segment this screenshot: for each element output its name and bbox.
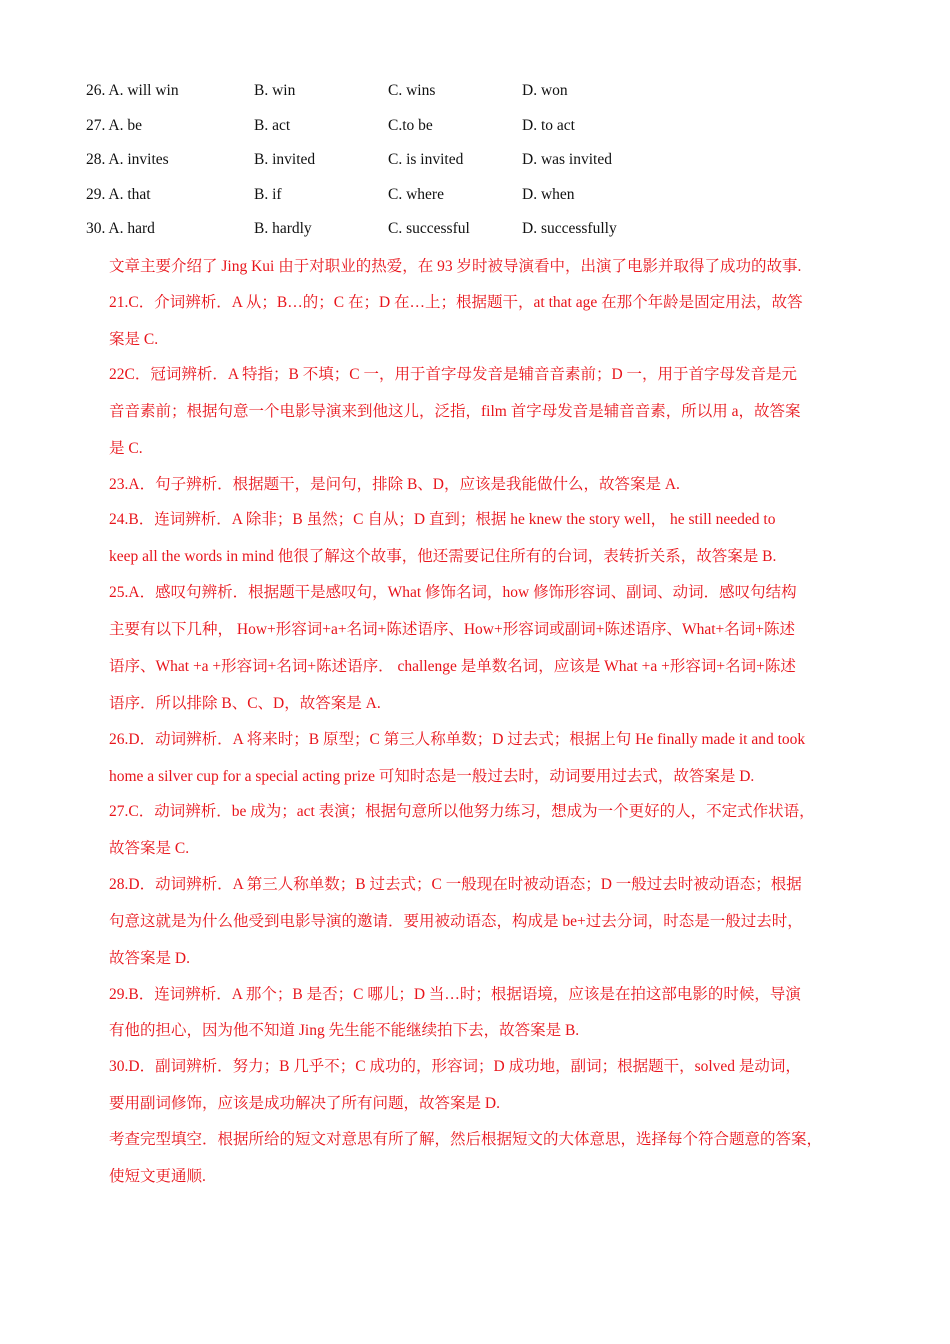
option-d: D. was invited xyxy=(522,151,612,168)
option-d: D. when xyxy=(522,186,575,203)
option-d: D. to act xyxy=(522,117,575,134)
analysis-line: 主要有以下几种， How+形容词+a+名词+陈述语序、How+形容词或副词+陈述语序、What+名词+陈述 xyxy=(109,621,796,638)
analysis-line: home a silver cup for a special acting prize 可知时态是一般过去时，动词要用过去式，故答案是 D. xyxy=(109,768,755,785)
option-c: C.to be xyxy=(388,117,433,134)
analysis-line: keep all the words in mind 他很了解这个故事，他还需要记住所有的台词，表转折关系，故答案是 B. xyxy=(109,548,777,565)
option-b: B. invited xyxy=(254,151,316,168)
analysis-line: 要用副词修饰，应该是成功解决了所有问题，故答案是 D. xyxy=(109,1095,500,1112)
option-a: 30. A. hard xyxy=(86,220,155,237)
analysis-line: 故答案是 D. xyxy=(109,950,190,967)
analysis-line: 27.C．动词辨析．be 成为；act 表演；根据句意所以他努力练习，想成为一个更好的人，不定式作状语， xyxy=(109,803,815,820)
option-d: D. successfully xyxy=(522,220,617,237)
option-c: C. where xyxy=(388,186,444,203)
analysis-line: 是 C. xyxy=(109,440,143,457)
analysis-line: 音音素前；根据句意一个电影导演来到他这儿，泛指，film 首字母发音是辅音音素，所以用 a，故答案 xyxy=(109,403,801,420)
analysis-line: 29.B．连词辨析．A 那个；B 是否；C 哪儿；D 当…时；根据语境，应该是在拍这部电影的时候，导演 xyxy=(109,986,801,1003)
analysis-line: 25.A．感叹句辨析．根据题干是感叹句，What 修饰名词，how 修饰形容词、副词、动词．感叹句结构 xyxy=(109,584,797,601)
option-a: 28. A. invites xyxy=(86,151,169,168)
analysis-line: 案是 C. xyxy=(109,331,159,348)
option-a: 29. A. that xyxy=(86,186,151,203)
analysis-line: 24.B．连词辨析．A 除非；B 虽然；C 自从；D 直到；根据 he knew the story well， he still needed to xyxy=(109,511,776,528)
option-b: B. win xyxy=(254,82,296,99)
analysis-line: 28.D．动词辨析．A 第三人称单数；B 过去式；C 一般现在时被动语态；D 一般过去时被动语态；根据 xyxy=(109,876,802,893)
analysis-line: 30.D．副词辨析．努力；B 几乎不；C 成功的，形容词；D 成功地，副词；根据题干，solved 是动词， xyxy=(109,1058,801,1075)
option-a: 26. A. will win xyxy=(86,82,179,99)
option-a: 27. A. be xyxy=(86,117,142,134)
option-b: B. act xyxy=(254,117,291,134)
analysis-line: 26.D．动词辨析．A 将来时；B 原型；C 第三人称单数；D 过去式；根据上句 He finally made it and took xyxy=(109,731,806,748)
option-c: C. successful xyxy=(388,220,470,237)
summary-line: 文章主要介绍了 Jing Kui 由于对职业的热爱，在 93 岁时被导演看中，出演了电影并取得了成功的故事. xyxy=(109,258,802,275)
analysis-line: 21.C．介词辨析．A 从；B…的；C 在；D 在…上；根据题干，at that age 在那个年龄是固定用法，故答 xyxy=(109,294,803,311)
conclusion-line: 考查完型填空．根据所给的短文对意思有所了解，然后根据短文的大体意思，选择每个符合题意的答案， xyxy=(109,1131,823,1148)
analysis-line: 语序、What +a +形容词+名词+陈述语序． challenge 是单数名词，应该是 What +a +形容词+名词+陈述 xyxy=(109,658,796,675)
analysis-line: 句意这就是为什么他受到电影导演的邀请．要用被动语态，构成是 be+过去分词，时态是一般过去时， xyxy=(109,913,803,930)
option-b: B. hardly xyxy=(254,220,312,237)
option-b: B. if xyxy=(254,186,282,203)
analysis-line: 22C．冠词辨析．A 特指；B 不填；C 一，用于首字母发音是辅音音素前；D 一，用于首字母发音是元 xyxy=(109,366,798,383)
analysis-line: 故答案是 C. xyxy=(109,840,190,857)
option-d: D. won xyxy=(522,82,568,99)
analysis-line: 23.A．句子辨析．根据题干，是问句，排除 B、D，应该是我能做什么，故答案是 A. xyxy=(109,476,680,493)
conclusion-line: 使短文更通顺. xyxy=(109,1168,206,1185)
option-c: C. wins xyxy=(388,82,436,99)
analysis-line: 有他的担心，因为他不知道 Jing 先生能不能继续拍下去，故答案是 B. xyxy=(109,1022,580,1039)
analysis-line: 语序．所以排除 B、C、D，故答案是 A. xyxy=(109,695,381,712)
option-c: C. is invited xyxy=(388,151,464,168)
